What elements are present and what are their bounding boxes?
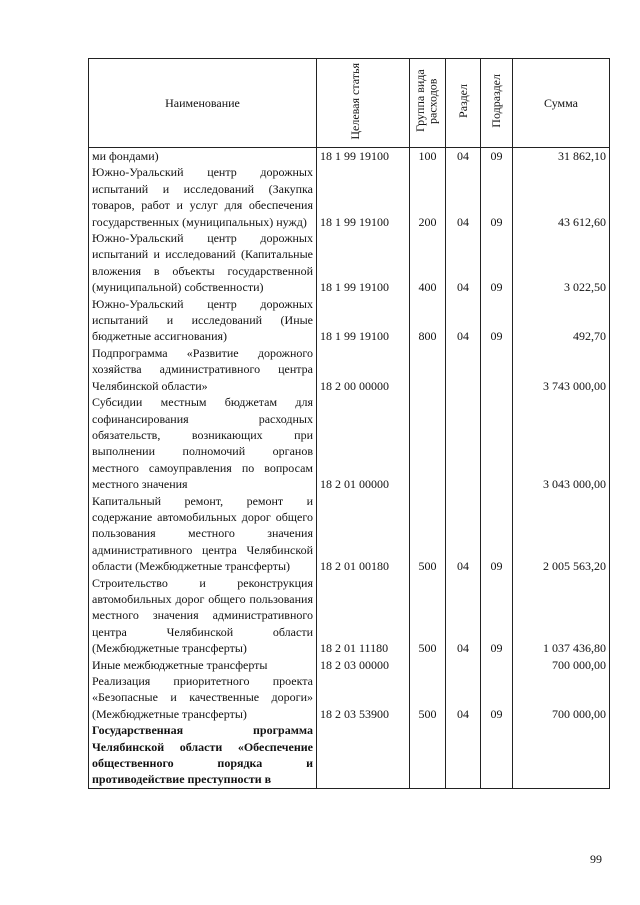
row-name: Южно-Уральский центр дорожных испытаний и исследований (Иные бюджетные ассигнования) <box>89 296 317 345</box>
table-row <box>89 493 610 575</box>
header-target-article: Целевая статья <box>317 59 410 148</box>
table-row <box>89 657 610 673</box>
row-target-article: 18 1 99 19100 <box>317 296 410 345</box>
row-subsection <box>481 722 513 788</box>
table-header-row <box>89 59 610 148</box>
row-name: Реализация приоритетного проекта «Безопасные и качественные дороги» (Межбюджетные трансферты) <box>89 673 317 722</box>
row-subsection: 09 <box>481 230 513 296</box>
row-amount: 3 022,50 <box>513 230 610 296</box>
row-name: Иные межбюджетные трансферты <box>89 657 317 673</box>
row-amount: 3 043 000,00 <box>513 394 610 492</box>
row-name: Южно-Уральский центр дорожных испытаний и исследований (Закупка товаров, работ и услуг для обеспечения государственных (муниципальных) нужд) <box>89 164 317 230</box>
row-section <box>446 722 481 788</box>
row-subsection <box>481 657 513 673</box>
table-row <box>89 345 610 394</box>
row-expense-group <box>410 722 446 788</box>
row-target-article: 18 2 03 00000 <box>317 657 410 673</box>
row-expense-group: 400 <box>410 230 446 296</box>
table-row <box>89 575 610 657</box>
row-expense-group <box>410 345 446 394</box>
row-name: Строительство и реконструкция автомобильных дорог общего пользования местного значения административного центра Челябинской области (Межбюджетные трансферты) <box>89 575 317 657</box>
row-target-article: 18 2 01 11180 <box>317 575 410 657</box>
row-amount: 1 037 436,80 <box>513 575 610 657</box>
row-amount: 43 612,60 <box>513 164 610 230</box>
table-body <box>89 148 610 789</box>
row-target-article: 18 1 99 19100 <box>317 230 410 296</box>
row-subsection <box>481 345 513 394</box>
row-expense-group: 800 <box>410 296 446 345</box>
row-amount: 31 862,10 <box>513 148 610 165</box>
row-name: Государственная программа Челябинской области «Обеспечение общественного порядка и противодействие преступности в <box>89 722 317 788</box>
row-expense-group <box>410 657 446 673</box>
row-section: 04 <box>446 230 481 296</box>
row-section: 04 <box>446 493 481 575</box>
header-subsection: Подраздел <box>481 59 513 148</box>
header-name: Наименование <box>89 59 317 148</box>
row-subsection: 09 <box>481 148 513 165</box>
header-section: Раздел <box>446 59 481 148</box>
page-number: 99 <box>590 852 602 866</box>
row-expense-group: 500 <box>410 575 446 657</box>
row-target-article <box>317 722 410 788</box>
row-amount: 700 000,00 <box>513 657 610 673</box>
row-amount <box>513 722 610 788</box>
row-name: ми фондами) <box>89 148 317 165</box>
row-section: 04 <box>446 164 481 230</box>
row-name: Южно-Уральский центр дорожных испытаний и исследований (Капитальные вложения в объекты государственной (муниципальной) собственности) <box>89 230 317 296</box>
row-section: 04 <box>446 575 481 657</box>
row-subsection: 09 <box>481 164 513 230</box>
row-amount: 700 000,00 <box>513 673 610 722</box>
header-expense-group: Группа вида расходов <box>410 59 446 148</box>
row-amount: 492,70 <box>513 296 610 345</box>
row-expense-group: 200 <box>410 164 446 230</box>
row-section: 04 <box>446 673 481 722</box>
table-row <box>89 722 610 788</box>
row-expense-group: 500 <box>410 493 446 575</box>
budget-table <box>88 58 610 789</box>
row-section: 04 <box>446 296 481 345</box>
table-row <box>89 673 610 722</box>
row-target-article: 18 2 01 00180 <box>317 493 410 575</box>
table-row <box>89 230 610 296</box>
row-subsection: 09 <box>481 296 513 345</box>
table-row <box>89 164 610 230</box>
row-target-article: 18 1 99 19100 <box>317 164 410 230</box>
row-amount: 3 743 000,00 <box>513 345 610 394</box>
row-target-article: 18 2 01 00000 <box>317 394 410 492</box>
row-expense-group: 100 <box>410 148 446 165</box>
row-section <box>446 345 481 394</box>
row-target-article: 18 2 03 53900 <box>317 673 410 722</box>
row-expense-group <box>410 394 446 492</box>
row-subsection: 09 <box>481 575 513 657</box>
row-target-article: 18 1 99 19100 <box>317 148 410 165</box>
table-row <box>89 296 610 345</box>
row-subsection <box>481 394 513 492</box>
row-subsection: 09 <box>481 493 513 575</box>
row-name: Капитальный ремонт, ремонт и содержание автомобильных дорог общего пользования местного значения административного центра Челябинской области (Межбюджетные трансферты) <box>89 493 317 575</box>
table-row <box>89 394 610 492</box>
row-name: Субсидии местным бюджетам для софинансирования расходных обязательств, возникающих при выполнении полномочий органов местного самоуправления по вопросам местного значения <box>89 394 317 492</box>
row-expense-group: 500 <box>410 673 446 722</box>
row-subsection: 09 <box>481 673 513 722</box>
row-name: Подпрограмма «Развитие дорожного хозяйства административного центра Челябинской области» <box>89 345 317 394</box>
header-amount: Сумма <box>513 59 610 148</box>
row-section: 04 <box>446 148 481 165</box>
row-amount: 2 005 563,20 <box>513 493 610 575</box>
row-section <box>446 657 481 673</box>
row-section <box>446 394 481 492</box>
row-target-article: 18 2 00 00000 <box>317 345 410 394</box>
table-row <box>89 148 610 165</box>
